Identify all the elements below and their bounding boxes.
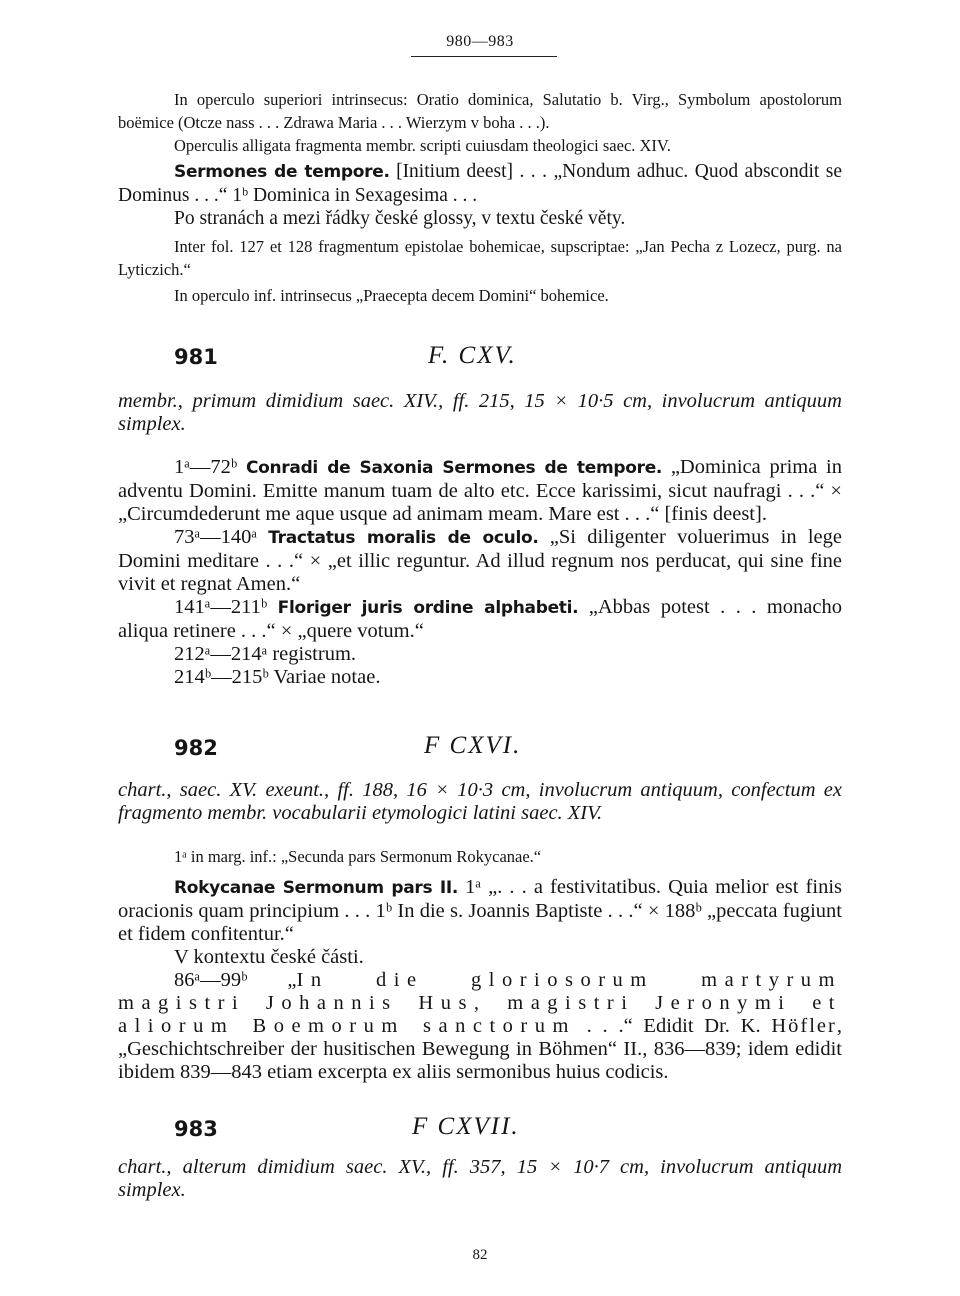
entry-981-item-2 bbox=[118, 526, 842, 596]
entry-981-number: 981 bbox=[174, 345, 218, 369]
item-1-folios: 1ᵃ—72ᵇ bbox=[174, 456, 246, 478]
item-3-text: „Abbas potest . . . monacho aliqua retinere . . .“ × „quere votum.“ bbox=[118, 596, 842, 642]
hus-end: , „Geschichtschreiber der husitischen Bewegung in Böhmen“ II., 836—839; idem edidit ibidem 839—843 etiam excerpta ex aliis sermonibus huius codicis. bbox=[118, 1015, 842, 1083]
entry-981-contents bbox=[118, 456, 842, 689]
sermones-title: Sermones de tempore. bbox=[174, 162, 390, 182]
entry-981-item-5: 214ᵇ—215ᵇ Variae notae. bbox=[174, 666, 381, 688]
epistola-note: Inter fol. 127 et 128 fragmentum epistolae bohemicae, supscriptae: „Jan Pecha z Lozecz, purg. na Lyticzich.“ bbox=[118, 237, 842, 279]
hus-title-spaced: In die gloriosorum martyrum magistri Johannis Hus, magistri Jeronymi et aliorum Boemorum sanctorum bbox=[118, 969, 842, 1037]
czech-gloss-note: Po stranách a mezi řádky české glossy, v textu české věty. bbox=[174, 208, 626, 229]
entry-981-shelfmark: F. CXV. bbox=[428, 342, 517, 369]
running-head: 980—983 bbox=[446, 33, 514, 50]
item-1-title: Conradi de Saxonia Sermones de tempore. bbox=[245, 458, 663, 478]
praecepta-note: In operculo inf. intrinsecus „Praecepta decem Domini“ bohemice. bbox=[174, 286, 609, 305]
entry-982-margin-note: 1ᵃ in marg. inf.: „Secunda pars Sermonum Rokycanae.“ bbox=[174, 847, 542, 866]
hus-folios: 86ᵃ—99ᵇ „ bbox=[174, 969, 297, 991]
item-2-text: „Si diligenter voluerimus in lege Domini meditare . . .“ × „et illic reguntur. Ad illud regnum nos perducat, qui sine fine vivit et regnat Amen.“ bbox=[118, 526, 842, 595]
rokycana-title: Rokycanae Sermonum pars II. bbox=[174, 878, 459, 898]
operculum-note: In operculo superiori intrinsecus: Oratio dominica, Salutatio b. Virg., Symbolum apostolorum boëmice (Otcze nass . . . Zdrawa Maria . . . Wierzym v boha . . .). bbox=[118, 90, 842, 132]
entry-981-item-4: 212ᵃ—214ᵃ registrum. bbox=[174, 643, 357, 665]
item-2-title: Tractatus moralis de oculo. bbox=[268, 528, 539, 548]
page-number: 82 bbox=[472, 1247, 488, 1263]
entry-983-description: chart., alterum dimidium saec. XV., ff. 357, 15 × 10·7 cm, involucrum antiquum simplex. bbox=[118, 1156, 842, 1201]
item-2-folios: 73ᵃ—140ᵃ bbox=[174, 526, 269, 548]
entry-981-item-1 bbox=[118, 456, 842, 526]
entry-982-czech-note: V kontextu české části. bbox=[174, 946, 364, 968]
entry-982-hus-item bbox=[118, 969, 842, 1084]
entry-983-description-block bbox=[118, 1156, 842, 1202]
entry-983-shelfmark: F CXVII. bbox=[412, 1113, 520, 1140]
head-rule bbox=[411, 56, 557, 57]
entry-982-item bbox=[118, 876, 842, 946]
entry-982-description-block bbox=[118, 779, 842, 825]
entry-981-description: membr., primum dimidium saec. XIV., ff. 215, 15 × 10·5 cm, involucrum antiquum simplex. bbox=[118, 390, 842, 435]
entry-982-contents bbox=[118, 845, 842, 1084]
rokycana-text: 1ᵃ „. . . a festivitatibus. Quia melior est finis oracionis quam principium . . . 1ᵇ In die s. Joannis Baptiste . . .“ × 188ᵇ „peccata fugiunt et fidem confitentur.“ bbox=[118, 876, 842, 945]
entry-982-description: chart., saec. XV. exeunt., ff. 188, 16 × 10·3 cm, involucrum antiquum, confectum ex fragmento membr. vocabularii etymologici latini saec. XIV. bbox=[118, 779, 842, 824]
sermones-text: [Initium deest] . . . „Nondum adhuc. Quod abscondit se Dominus . . .“ 1ᵇ Dominica in Sexagesima . . . bbox=[118, 161, 842, 206]
page bbox=[118, 0, 842, 1296]
entry-982-shelfmark: F CXVI. bbox=[424, 732, 522, 759]
hus-mid: . . .“ Edidit Dr. K. bbox=[575, 1015, 772, 1037]
entry-982-number: 982 bbox=[174, 736, 218, 760]
hus-editor: Höfler bbox=[771, 1015, 837, 1037]
entry-981-item-3 bbox=[118, 596, 842, 643]
sermones-de-tempore bbox=[118, 160, 842, 207]
item-3-folios: 141ᵃ—211ᵇ bbox=[174, 596, 278, 618]
item-3-title: Floriger juris ordine alphabeti. bbox=[277, 598, 579, 618]
entry-983-number: 983 bbox=[174, 1117, 218, 1141]
entry-980-continuation bbox=[118, 88, 842, 307]
entry-981-description-block bbox=[118, 390, 842, 436]
item-1-text: „Dominica prima in adventu Domini. Emitte manum tuam de alto etc. Ecce karissimi, sicut naufragi . . .“ × „Circumdederunt me aque usque ad animam meam. Mare est . . .“ [finis deest]. bbox=[118, 456, 842, 525]
fragmenta-note: Operculis alligata fragmenta membr. scripti cuiusdam theologici saec. XIV. bbox=[174, 136, 671, 155]
